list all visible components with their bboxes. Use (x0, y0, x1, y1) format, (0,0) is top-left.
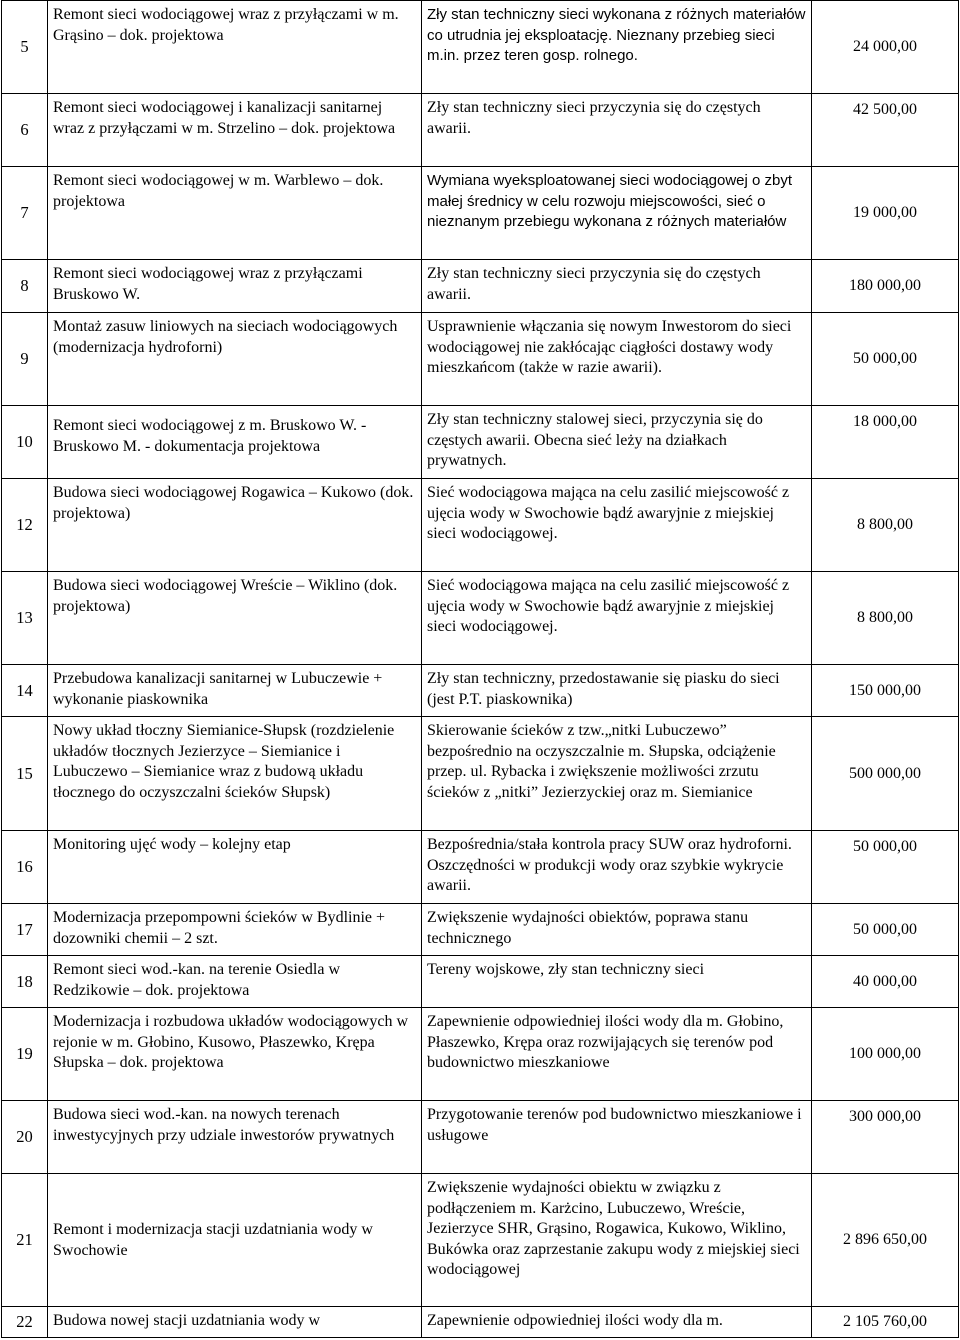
task-cell: Remont sieci wod.-kan. na terenie Osiedla w Redzikowie – dok. projektowa (48, 956, 422, 1008)
row-number: 20 (2, 1101, 48, 1174)
cost-cell: 24 000,00 (812, 1, 959, 94)
table-row (2, 479, 959, 572)
reason-cell: Zapewnienie odpowiedniej ilości wody dla m. Głobino, Płaszewko, Krępa oraz rozwijających się terenów pod budownictwo mieszkaniowe (422, 1008, 812, 1101)
row-number: 22 (2, 1307, 48, 1338)
task-cell: Remont sieci wodociągowej i kanalizacji sanitarnej wraz z przyłączami w m. Strzelino – dok. projektowa (48, 94, 422, 167)
table-row (2, 665, 959, 717)
task-cell: Montaż zasuw liniowych na sieciach wodociągowych (modernizacja hydroforni) (48, 313, 422, 406)
table-row (2, 904, 959, 956)
cost-cell: 50 000,00 (812, 313, 959, 406)
cost-cell: 50 000,00 (812, 904, 959, 956)
table-row (2, 1307, 959, 1338)
table-row (2, 831, 959, 904)
reason-cell: Zwiększenie wydajności obiektów, poprawa stanu technicznego (422, 904, 812, 956)
row-number: 14 (2, 665, 48, 717)
cost-cell: 19 000,00 (812, 167, 959, 260)
task-cell: Remont sieci wodociągowej z m. Bruskowo W. - Bruskowo M. - dokumentacja projektowa (48, 406, 422, 479)
task-cell: Budowa sieci wod.-kan. na nowych terenach inwestycyjnych przy udziale inwestorów prywatnych (48, 1101, 422, 1174)
row-number: 7 (2, 167, 48, 260)
task-cell: Monitoring ujęć wody – kolejny etap (48, 831, 422, 904)
cost-cell: 40 000,00 (812, 956, 959, 1008)
cost-cell: 500 000,00 (812, 717, 959, 831)
cost-cell: 18 000,00 (812, 406, 959, 479)
reason-cell: Zły stan techniczny sieci wykonana z różnych materiałów co utrudnia jej eksploatację. Nieznany przebieg sieci m.in. przez teren gosp. rolnego. (422, 1, 812, 94)
row-number: 8 (2, 260, 48, 313)
row-number: 17 (2, 904, 48, 956)
task-cell: Remont i modernizacja stacji uzdatniania wody w Swochowie (48, 1174, 422, 1307)
task-cell: Remont sieci wodociągowej wraz z przyłączami w m. Grąsino – dok. projektowa (48, 1, 422, 94)
cost-cell: 42 500,00 (812, 94, 959, 167)
reason-cell: Usprawnienie włączania się nowym Inwestorom do sieci wodociągowej nie zakłócając ciągłości dostawy wody mieszkańcom (także w razie awarii). (422, 313, 812, 406)
task-cell: Modernizacja przepompowni ścieków w Bydlinie + dozowniki chemii – 2 szt. (48, 904, 422, 956)
row-number: 5 (2, 1, 48, 94)
reason-cell: Sieć wodociągowa mająca na celu zasilić miejscowość z ujęcia wody w Swochowie bądź awaryjnie z miejskiej sieci wodociągowej. (422, 479, 812, 572)
investment-table (1, 0, 959, 1338)
row-number: 21 (2, 1174, 48, 1307)
cost-cell: 2 105 760,00 (812, 1307, 959, 1338)
table-row (2, 572, 959, 665)
row-number: 6 (2, 94, 48, 167)
table-row (2, 167, 959, 260)
cost-cell: 100 000,00 (812, 1008, 959, 1101)
task-cell: Budowa sieci wodociągowej Wreście – Wiklino (dok. projektowa) (48, 572, 422, 665)
cost-cell: 8 800,00 (812, 572, 959, 665)
row-number: 13 (2, 572, 48, 665)
row-number: 16 (2, 831, 48, 904)
table-row (2, 406, 959, 479)
reason-cell: Zły stan techniczny stalowej sieci, przyczynia się do częstych awarii. Obecna sieć leży na działkach prywatnych. (422, 406, 812, 479)
table-row (2, 1101, 959, 1174)
cost-cell: 150 000,00 (812, 665, 959, 717)
table-row (2, 1008, 959, 1101)
cost-cell: 300 000,00 (812, 1101, 959, 1174)
row-number: 9 (2, 313, 48, 406)
row-number: 15 (2, 717, 48, 831)
table-row (2, 1, 959, 94)
row-number: 19 (2, 1008, 48, 1101)
task-cell: Przebudowa kanalizacji sanitarnej w Lubuczewie + wykonanie piaskownika (48, 665, 422, 717)
table-row (2, 1174, 959, 1307)
task-cell: Remont sieci wodociągowej wraz z przyłączami Bruskowo W. (48, 260, 422, 313)
table-row (2, 313, 959, 406)
row-number: 18 (2, 956, 48, 1008)
cost-cell: 180 000,00 (812, 260, 959, 313)
task-cell: Remont sieci wodociągowej w m. Warblewo – dok. projektowa (48, 167, 422, 260)
task-cell: Budowa nowej stacji uzdatniania wody w (48, 1307, 422, 1338)
task-cell: Modernizacja i rozbudowa układów wodociągowych w rejonie w m. Głobino, Kusowo, Płaszewko, Krępa Słupska – dok. projektowa (48, 1008, 422, 1101)
task-cell: Nowy układ tłoczny Siemianice-Słupsk (rozdzielenie układów tłocznych Jezierzyce – Siemianice i Lubuczewo – Siemianice wraz z budową układu tłocznego do oczyszczalni ścieków Słupsk) (48, 717, 422, 831)
table-row (2, 717, 959, 831)
reason-cell: Zły stan techniczny sieci przyczynia się do częstych awarii. (422, 94, 812, 167)
table-row (2, 94, 959, 167)
cost-cell: 2 896 650,00 (812, 1174, 959, 1307)
cost-cell: 8 800,00 (812, 479, 959, 572)
row-number: 12 (2, 479, 48, 572)
reason-cell: Zapewnienie odpowiedniej ilości wody dla m. (422, 1307, 812, 1338)
reason-cell: Bezpośrednia/stała kontrola pracy SUW oraz hydroforni. Oszczędności w produkcji wody oraz szybkie wykrycie awarii. (422, 831, 812, 904)
reason-cell: Skierowanie ścieków z tzw.„nitki Lubuczewo” bezpośrednio na oczyszczalnie m. Słupska, odciążenie przep. ul. Rybacka i zwiększenie możliwości zrzutu ścieków z „nitki” Jezierzyckiej oraz m. Siemianice (422, 717, 812, 831)
reason-cell: Zły stan techniczny, przedostawanie się piasku do sieci (jest P.T. piaskownika) (422, 665, 812, 717)
row-number: 10 (2, 406, 48, 479)
task-cell: Budowa sieci wodociągowej Rogawica – Kukowo (dok. projektowa) (48, 479, 422, 572)
reason-cell: Przygotowanie terenów pod budownictwo mieszkaniowe i usługowe (422, 1101, 812, 1174)
table-row (2, 260, 959, 313)
reason-cell: Zły stan techniczny sieci przyczynia się do częstych awarii. (422, 260, 812, 313)
reason-cell: Tereny wojskowe, zły stan techniczny sieci (422, 956, 812, 1008)
reason-cell: Wymiana wyeksploatowanej sieci wodociągowej o zbyt małej średnicy w celu rozwoju miejscowości, sieć o nieznanym przebiegu wykonana z różnych materiałów (422, 167, 812, 260)
reason-cell: Zwiększenie wydajności obiektu w związku z podłączeniem m. Karżcino, Lubuczewo, Wreście, Jezierzyce SHR, Grąsino, Rogawica, Kukowo, Wiklino, Bukówka oraz zaprzestanie zakupu wody z miejskiej sieci wodociągowej (422, 1174, 812, 1307)
table-row (2, 956, 959, 1008)
reason-cell: Sieć wodociągowa mająca na celu zasilić miejscowość z ujęcia wody w Swochowie bądź awaryjnie z miejskiej sieci wodociągowej. (422, 572, 812, 665)
cost-cell: 50 000,00 (812, 831, 959, 904)
